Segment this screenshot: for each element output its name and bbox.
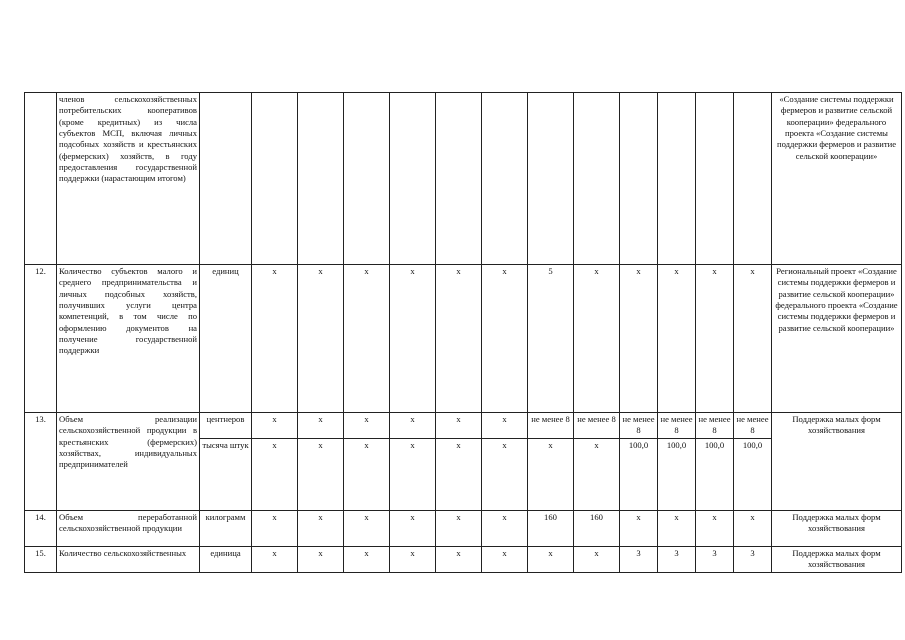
indicator-name: членов сельскохозяйственных потребительских кооперативов (кроме кредитных) из числа субъектов МСП, включая личных подсобных хозяйств и крестьянских (фермерских) хозяйств, в году предоставления государственной поддержки (нарастающим итогом) bbox=[57, 93, 200, 265]
unit-cell: единиц bbox=[200, 265, 252, 413]
value-cell: х bbox=[436, 546, 482, 572]
value-cell: х bbox=[436, 265, 482, 413]
value-cell: 5 bbox=[528, 265, 574, 413]
value-cell: х bbox=[528, 438, 574, 510]
value-cell: х bbox=[344, 510, 390, 546]
row-number: 15. bbox=[25, 546, 57, 572]
row-number: 12. bbox=[25, 265, 57, 413]
value-cell bbox=[734, 93, 772, 265]
project-cell: «Создание системы поддержки фермеров и развитие сельской кооперации» федерального проекта «Создание системы поддержки фермеров и развитие сельской кооперации» bbox=[772, 93, 902, 265]
value-cell: х bbox=[252, 438, 298, 510]
value-cell bbox=[252, 93, 298, 265]
value-cell bbox=[620, 93, 658, 265]
indicator-name: Объем реализации сельскохозяйственной продукции в крестьянских (фермерских) хозяйствах, индивидуальных предпринимателей bbox=[57, 413, 200, 511]
indicator-name: Количество субъектов малого и среднего предпринимательства и личных подсобных хозяйств, получивших услуги центра компетенций, в том числе по оформлению документов на получение государственной поддержки bbox=[57, 265, 200, 413]
value-cell: х bbox=[620, 510, 658, 546]
value-cell bbox=[436, 93, 482, 265]
unit-cell: центнеров bbox=[200, 413, 252, 439]
value-cell: х bbox=[482, 546, 528, 572]
value-cell: х bbox=[658, 510, 696, 546]
value-cell: не менее 8 bbox=[528, 413, 574, 439]
value-cell bbox=[696, 93, 734, 265]
value-cell bbox=[298, 93, 344, 265]
unit-cell: тысяча штук bbox=[200, 438, 252, 510]
value-cell bbox=[528, 93, 574, 265]
value-cell: х bbox=[390, 413, 436, 439]
table-row bbox=[25, 546, 902, 572]
value-cell: не менее 8 bbox=[696, 413, 734, 439]
value-cell: х bbox=[390, 265, 436, 413]
value-cell: не менее 8 bbox=[658, 413, 696, 439]
value-cell: х bbox=[436, 510, 482, 546]
value-cell: 160 bbox=[574, 510, 620, 546]
value-cell: х bbox=[298, 510, 344, 546]
value-cell: х bbox=[344, 265, 390, 413]
value-cell: х bbox=[252, 413, 298, 439]
value-cell: не менее 8 bbox=[734, 413, 772, 439]
value-cell: 160 bbox=[528, 510, 574, 546]
row-number: 14. bbox=[25, 510, 57, 546]
value-cell: х bbox=[482, 265, 528, 413]
value-cell: х bbox=[344, 438, 390, 510]
value-cell: 100,0 bbox=[696, 438, 734, 510]
value-cell: 100,0 bbox=[734, 438, 772, 510]
table-row bbox=[25, 413, 902, 439]
indicators-table bbox=[24, 92, 902, 573]
value-cell: х bbox=[344, 546, 390, 572]
value-cell bbox=[344, 93, 390, 265]
value-cell: х bbox=[696, 265, 734, 413]
value-cell: х bbox=[390, 438, 436, 510]
value-cell: х bbox=[298, 438, 344, 510]
value-cell: х bbox=[574, 546, 620, 572]
value-cell: х bbox=[344, 413, 390, 439]
table-row bbox=[25, 93, 902, 265]
value-cell: х bbox=[482, 438, 528, 510]
value-cell bbox=[658, 93, 696, 265]
unit-cell bbox=[200, 93, 252, 265]
project-cell: Региональный проект «Создание системы поддержки фермеров и развитие сельской кооперации» федерального проекта «Создание системы поддержки фермеров и развитие сельской кооперации» bbox=[772, 265, 902, 413]
value-cell: х bbox=[252, 265, 298, 413]
table-row bbox=[25, 265, 902, 413]
unit-cell: килограмм bbox=[200, 510, 252, 546]
value-cell: х bbox=[436, 413, 482, 439]
value-cell: х bbox=[298, 265, 344, 413]
value-cell: х bbox=[658, 265, 696, 413]
unit-cell: единица bbox=[200, 546, 252, 572]
value-cell: х bbox=[390, 546, 436, 572]
value-cell: 100,0 bbox=[658, 438, 696, 510]
indicator-name: Количество сельскохозяйственных bbox=[57, 546, 200, 572]
value-cell: х bbox=[696, 510, 734, 546]
row-number: 13. bbox=[25, 413, 57, 511]
project-cell: Поддержка малых форм хозяйствования bbox=[772, 413, 902, 511]
value-cell: х bbox=[574, 265, 620, 413]
value-cell bbox=[390, 93, 436, 265]
value-cell: х bbox=[390, 510, 436, 546]
value-cell: не менее 8 bbox=[620, 413, 658, 439]
value-cell: 3 bbox=[734, 546, 772, 572]
value-cell bbox=[574, 93, 620, 265]
project-cell: Поддержка малых форм хозяйствования bbox=[772, 510, 902, 546]
value-cell: х bbox=[252, 510, 298, 546]
value-cell: х bbox=[482, 510, 528, 546]
table-row bbox=[25, 510, 902, 546]
value-cell bbox=[482, 93, 528, 265]
value-cell: 100,0 bbox=[620, 438, 658, 510]
value-cell: х bbox=[528, 546, 574, 572]
value-cell: 3 bbox=[658, 546, 696, 572]
value-cell: х bbox=[734, 265, 772, 413]
value-cell: х bbox=[482, 413, 528, 439]
value-cell: 3 bbox=[696, 546, 734, 572]
row-number bbox=[25, 93, 57, 265]
value-cell: х bbox=[620, 265, 658, 413]
value-cell: х bbox=[298, 546, 344, 572]
value-cell: х bbox=[252, 546, 298, 572]
value-cell: х bbox=[436, 438, 482, 510]
value-cell: не менее 8 bbox=[574, 413, 620, 439]
value-cell: х bbox=[734, 510, 772, 546]
indicator-name: Объем переработанной сельскохозяйственной продукции bbox=[57, 510, 200, 546]
project-cell: Поддержка малых форм хозяйствования bbox=[772, 546, 902, 572]
value-cell: х bbox=[298, 413, 344, 439]
value-cell: х bbox=[574, 438, 620, 510]
value-cell: 3 bbox=[620, 546, 658, 572]
